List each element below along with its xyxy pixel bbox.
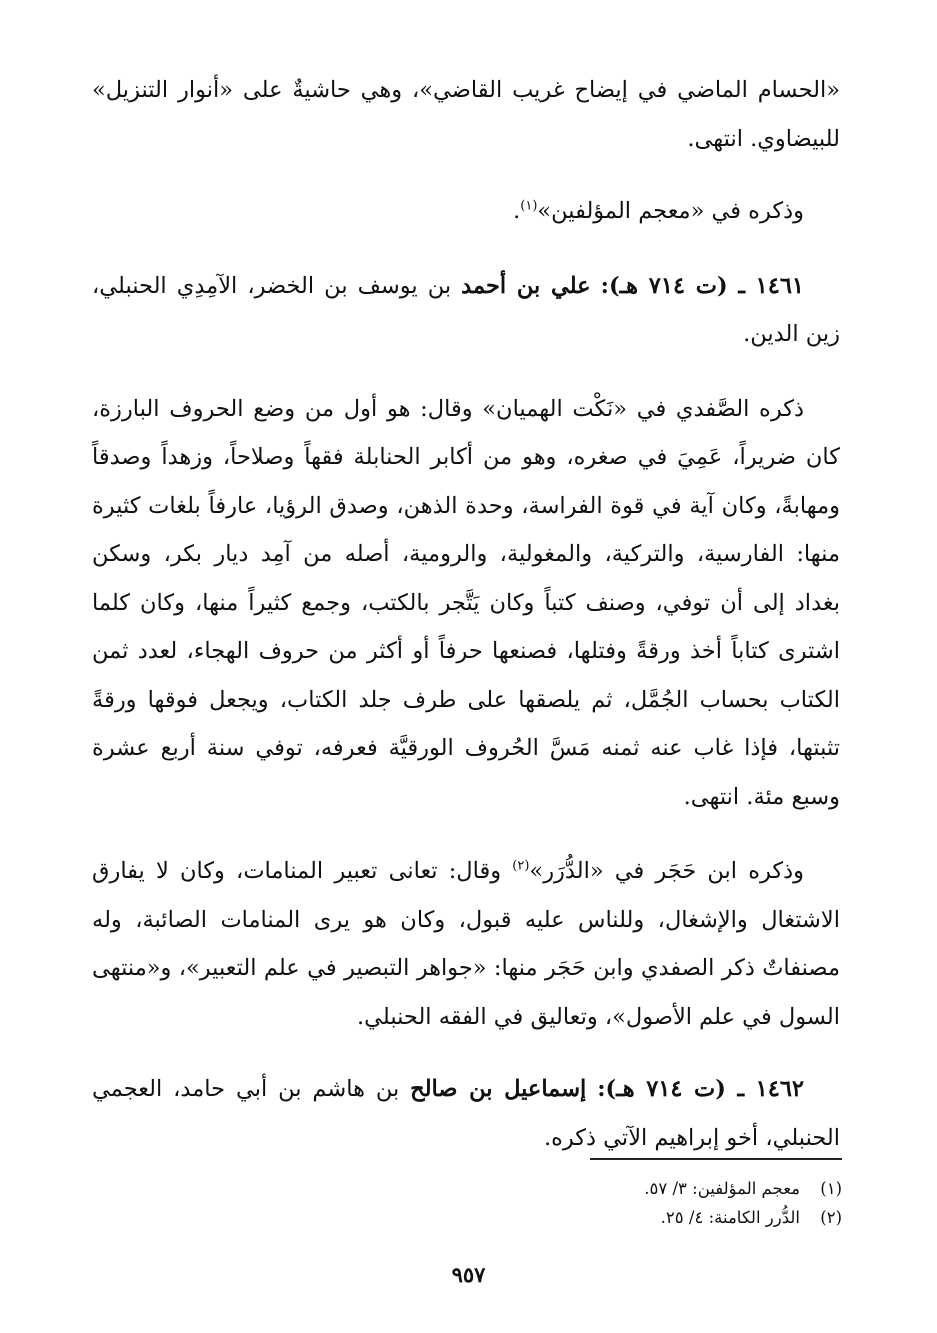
entry-rest: بن هاشم بن أبي حامد، العجمي الحنبلي، أخو إبراهيم الآتي ذكره. [92, 1076, 840, 1151]
entry-name: إسماعيل بن صالح [410, 1076, 587, 1102]
ibn-hajar-text-a: وذكره ابن حَجَر في «الدُّرَر» [529, 858, 804, 884]
paragraph-safadi: ذكره الصَّفدي في «نَكْت الهميان» وقال: هو أول من وضع الحروف البارزة، كان ضريراً، عَمِيَ في صغره، وهو من أكابر الحنابلة فقهاً وصلاحاً، وزهداً وصدقاً ومهابةً، وكان آية في قوة الفراسة، وحدة الذهن، وصدق الرؤيا، عارفاً بلغات كثيرة منها: الفارسية، والتركية، والمغولية، والرومية، أصله من آمِد ديار بكر، وسكن بغداد إلى أن توفي، وصنف كتباً وكان يَتَّجر بالكتب، وجمع كثيراً منها، وكان كلما اشترى كتاباً أخذ ورقةً وفتلها، فصنعها حرفاً أو أكثر من حروف الهجاء، لعدد ثمن الكتاب بحساب الجُمَّل، ثم يلصقها على طرف جلد الكتاب، ويجعل فوقها ورقةً تثبتها، فإذا غاب عنه ثمنه مَسَّ الحُروف الورقيَّة فعرفه، توفي سنة أربع عشرة وسبع مئة. انتهى. [92, 395, 840, 810]
paragraph-mujam-reference [92, 187, 840, 236]
footnote-text: معجم المؤلفين: ٣/ ٥٧. [644, 1179, 800, 1198]
ibn-hajar-text-b: وقال: تعانى تعبير المنامات، وكان لا يفارق الاشتغال والإشغال، وللناس عليه قبول، وكان هو يرى المنامات الصائبة، وله مصنفاتٌ ذكر الصفدي وابن حَجَر منها: «جواهر التبصير في علم التعبير»، و«منتهى السول في علم الأصول»، وتعاليق في الفقه الحنبلي. [92, 858, 840, 1030]
page-body [92, 66, 840, 1162]
footnote-text: الدُّرر الكامنة: ٤/ ٢٥. [660, 1208, 800, 1227]
footnote-2 [542, 1203, 842, 1232]
entry-1462 [92, 1065, 840, 1162]
footnote-marker-2[interactable]: (٢) [512, 858, 530, 874]
footnote-marker-1[interactable]: (١) [520, 198, 538, 214]
paragraph-ibn-hajar [92, 847, 840, 1041]
paragraph-intro: «الحسام الماضي في إيضاح غريب القاضي»، وهي حاشيةٌ على «أنوار التنزيل» للبيضاوي. انتهى. [92, 77, 840, 152]
entry-number: ١٤٦١ ـ (ت ٧١٤ هـ): [600, 272, 804, 299]
footnote-number: (١) [820, 1179, 842, 1198]
entry-rest: بن يوسف بن الخضر، الآمِدِي الحنبلي، زين الدين. [92, 272, 840, 347]
entry-name: علي بن أحمد [461, 272, 591, 299]
footnote-number: (٢) [820, 1208, 842, 1227]
mujam-reference-end: . [513, 198, 521, 224]
footnotes [542, 1174, 842, 1232]
mujam-reference-text: وذكره في «معجم المؤلفين» [537, 198, 804, 224]
entry-1461 [92, 262, 840, 359]
footnote-1 [542, 1174, 842, 1203]
footnote-divider [590, 1158, 842, 1160]
entry-number: ١٤٦٢ ـ (ت ٧١٤ هـ): [597, 1076, 804, 1102]
page-number: ٩٥٧ [451, 1262, 486, 1287]
